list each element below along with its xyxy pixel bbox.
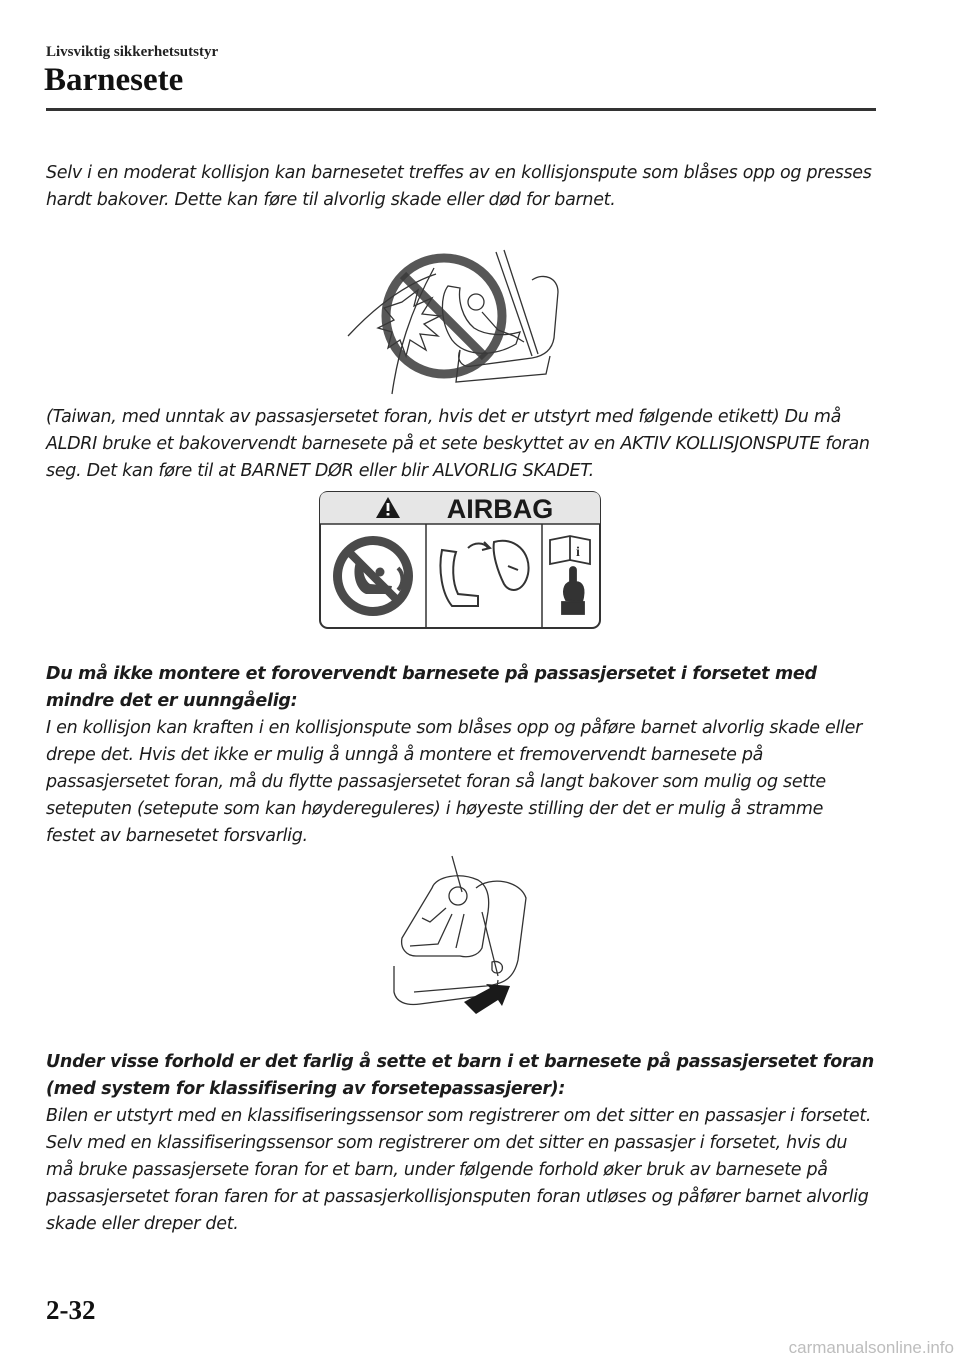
child-torso (456, 914, 464, 948)
paragraph-forward-facing-body: I en kollisjon kan kraften i en kollisjonspute som blåses opp og påføre barnet alvorlig skade eller drepe det. Hvis det ikke er mulig å unngå å montere et fremovervendt barnesete på passasjersetet foran, må du flytte passasjersetet foran så langt bakover som mulig og sette seteputen (setepute som kan høydereguleres) i høyeste stilling der det er mulig å stramme festet av barnesetet forsvarlig. (46, 718, 862, 846)
vehicle-seat-back (414, 881, 526, 992)
forward-facing-seat-illustration (386, 852, 534, 1018)
move-back-arrow-icon (464, 984, 510, 1014)
airbag-label-text: AIRBAG (446, 494, 554, 524)
paragraph-classification-sensor (46, 1049, 876, 1238)
watermark: carmanualsonline.info (788, 1338, 954, 1357)
seat-belt (482, 912, 498, 976)
child-head (468, 294, 484, 310)
child-leg (410, 914, 452, 946)
page-title: Barnesete (44, 62, 184, 98)
paragraph-classification-heading: Under visse forhold er det farlig å sette et barn i et barnesete på passasjersetet foran (med system for klassifisering av forsetepassasjerer): (46, 1052, 874, 1099)
no-rear-facing-seat-icon (333, 536, 413, 616)
seat-belt-2 (504, 250, 538, 354)
paragraph-forward-facing-heading: Du må ikke montere et forovervendt barnesete på passasjersetet i forsetet med mindre det er uunngåelig: (46, 664, 817, 711)
child-head (449, 887, 467, 905)
child-seat-shell (402, 876, 489, 957)
section-label: Livsviktig sikkerhetsutstyr (46, 44, 219, 60)
airbag-warning-label (318, 490, 602, 630)
page-number: 2-32 (46, 1295, 96, 1325)
paragraph-taiwan-warning: (Taiwan, med unntak av passasjersetet foran, hvis det er utstyrt med følgende etikett) Du må ALDRI bruke et bakovervendt barnesete på et sete beskyttet av en AKTIV KOLLISJONSPUTE foran seg. Det kan føre til at BARNET DØR eller blir ALVORLIG SKADET. (46, 407, 870, 481)
paragraph-classification-body: Bilen er utstyrt med en klassifiseringssensor som registrerer om det sitter en passasjer i forsetet. Selv med en klassifiseringssensor som registrerer om det sitter en passasjer i forsetet, hvis du må bruke passasjersete foran for et barn, under følgende forhold øker bruk av barnesete på passasjersetet foran faren for at passasjerkollisjonsputen foran utløses og påfører barnet alvorlig skade eller dreper det. (46, 1106, 872, 1234)
prohibition-sign-icon (386, 258, 502, 374)
paragraph-forward-facing (46, 661, 876, 850)
title-rule (46, 108, 876, 111)
paragraph-airbag-impact: Selv i en moderat kollisjon kan barnesetet treffes av en kollisjonspute som blåses opp og presses hardt bakover. Dette kan føre til alvorlig skade eller død for barnet. (46, 163, 872, 210)
svg-text:i: i (576, 545, 580, 560)
rear-facing-seat-prohibited-illustration (336, 232, 588, 398)
child-arm (422, 908, 446, 922)
